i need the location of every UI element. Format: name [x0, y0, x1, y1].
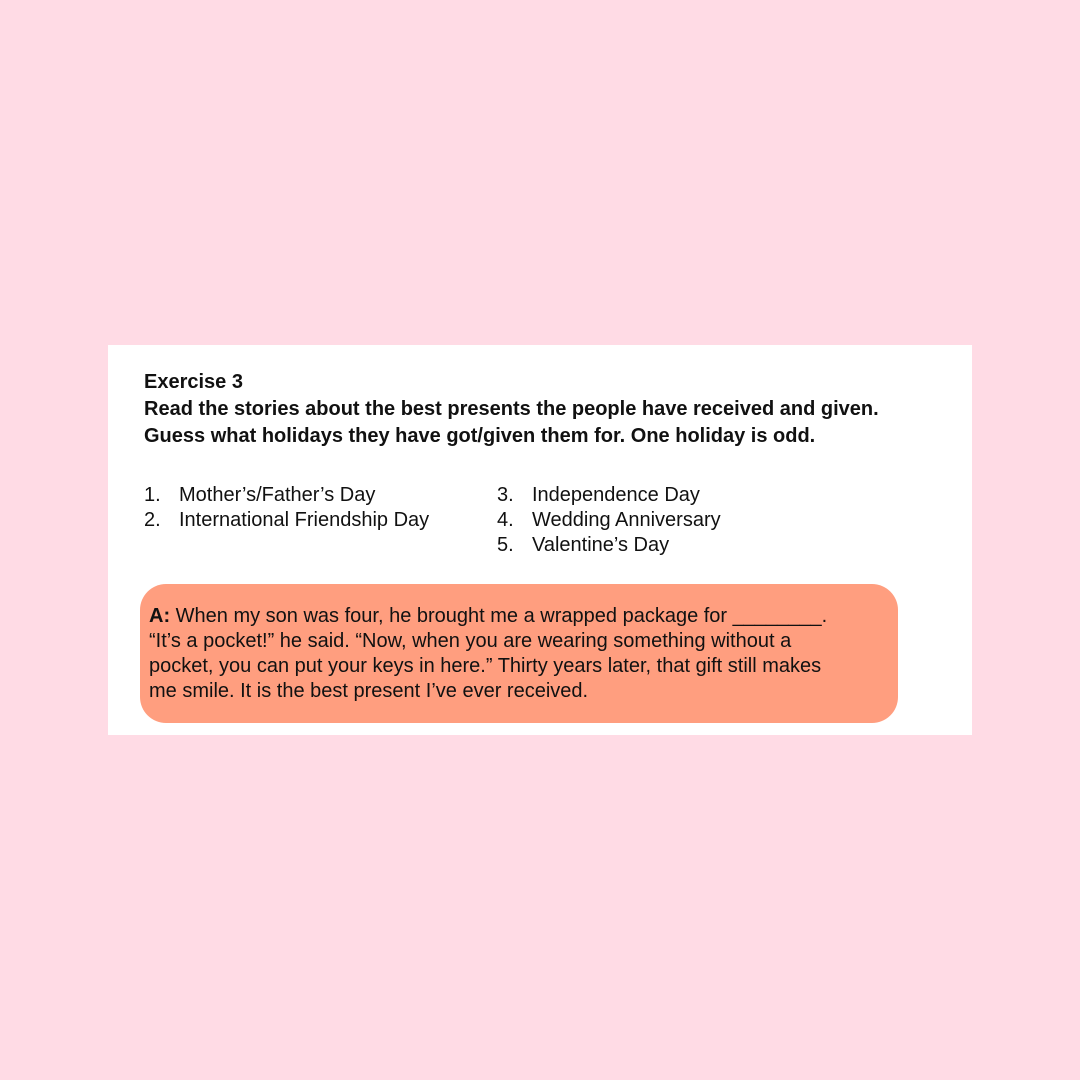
exercise-title: Exercise 3 [144, 371, 243, 393]
holiday-label: Mother’s/Father’s Day [179, 484, 376, 506]
holiday-label: Wedding Anniversary [532, 509, 721, 531]
exercise-heading [144, 369, 964, 450]
story-line-4: me smile. It is the best present I’ve ever received. [149, 680, 589, 702]
story-line-3: pocket, you can put your keys in here.” Thirty years later, that gift still makes [149, 655, 822, 677]
holiday-item-4 [497, 508, 721, 533]
holiday-item-2 [144, 508, 429, 533]
holiday-list-left [144, 483, 429, 533]
holiday-number: 2. [144, 509, 161, 531]
exercise-card [108, 345, 972, 735]
holiday-item-5 [497, 533, 721, 558]
story-label: A: [149, 605, 171, 627]
holiday-label: Independence Day [532, 484, 700, 506]
story-line-1 [149, 604, 888, 629]
story-text-1: When my son was four, he brought me a wrapped package for ________. [170, 605, 828, 627]
holiday-number: 3. [497, 484, 514, 506]
holiday-number: 1. [144, 484, 161, 506]
story-line-2: “It’s a pocket!” he said. “Now, when you are wearing something without a [149, 630, 792, 652]
holiday-label: Valentine’s Day [532, 534, 670, 556]
exercise-instruction-line-2: Guess what holidays they have got/given them for. One holiday is odd. [144, 425, 816, 447]
holiday-item-1 [144, 483, 429, 508]
exercise-instruction-line-1: Read the stories about the best presents the people have received and given. [144, 398, 879, 420]
holiday-number: 5. [497, 534, 514, 556]
holiday-list-right [497, 483, 721, 558]
holiday-item-3 [497, 483, 721, 508]
story-a-box [140, 584, 898, 723]
holiday-label: International Friendship Day [179, 509, 430, 531]
holiday-number: 4. [497, 509, 514, 531]
